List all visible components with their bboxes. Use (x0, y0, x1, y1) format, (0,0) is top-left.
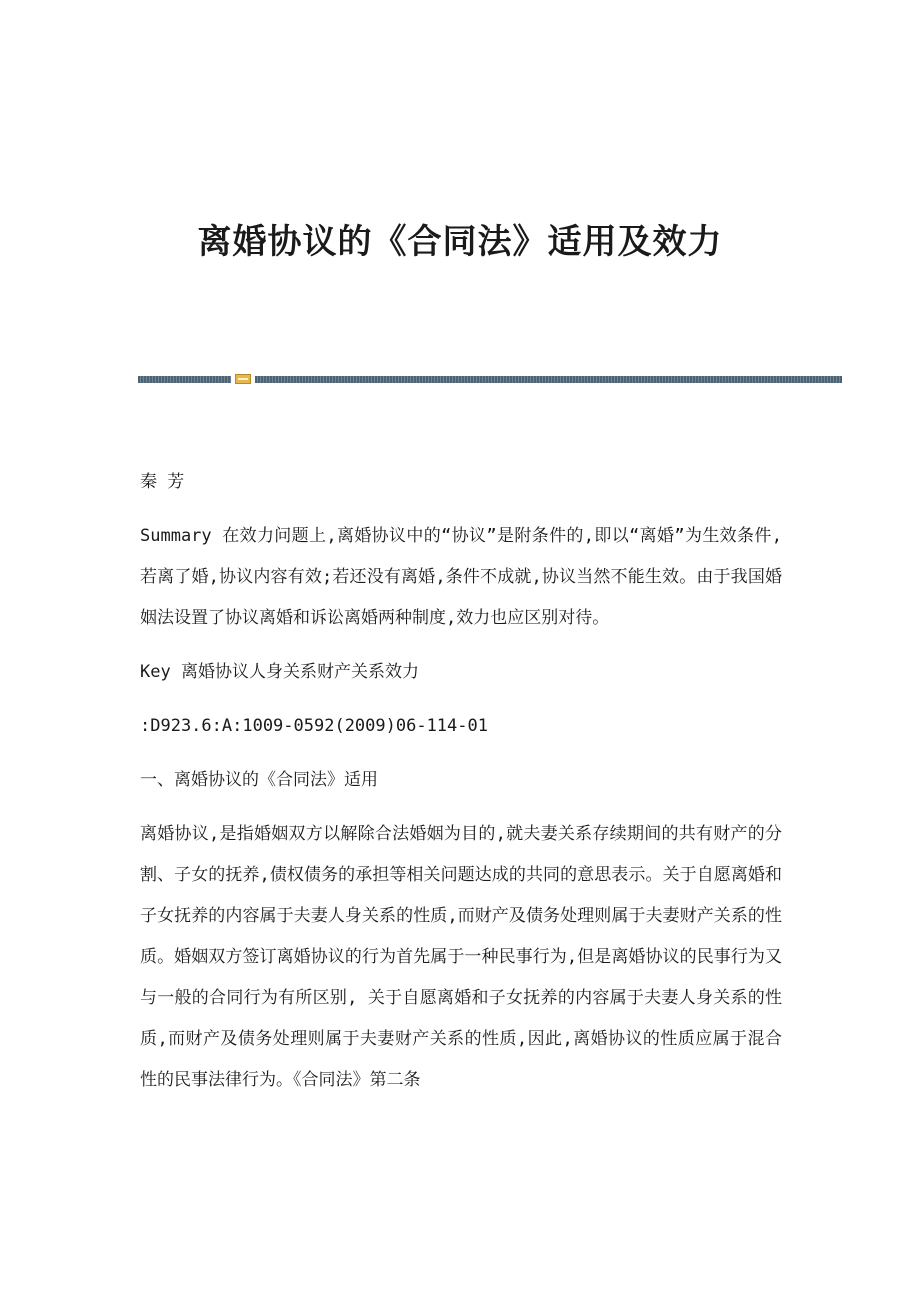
document-body (140, 462, 782, 1114)
document-title: 离婚协议的《合同法》适用及效力 (197, 222, 723, 262)
classification-line: :D923.6:A:1009-0592(2009)06-114-01 (140, 716, 488, 736)
keywords-line: Key 离婚协议人身关系财产关系效力 (140, 662, 419, 682)
body-paragraph: 离婚协议,是指婚姻双方以解除合法婚姻为目的,就夫妻关系存续期间的共有财产的分割、子女的抚养,债权债务的承担等相关问题达成的共同的意思表示。关于自愿离婚和子女抚养的内容属于夫妻人身关系的性质,而财产及债务处理则属于夫妻财产关系的性质。婚姻双方签订离婚协议的行为首先属于一种民事行为,但是离婚协议的民事行为又与一般的合同行为有所区别, 关于自愿离婚和子女抚养的内容属于夫妻人身关系的性质,而财产及债务处理则属于夫妻财产关系的性质,因此,离婚协议的性质应属于混合性的民事法律行为。《合同法》第二条 (140, 824, 782, 1090)
section-heading: 一、离婚协议的《合同法》适用 (140, 770, 378, 790)
divider-bar-right (255, 376, 842, 383)
author-name: 秦 芳 (140, 472, 185, 492)
divider-bar-left (138, 376, 231, 383)
title-divider (138, 374, 842, 384)
summary-paragraph: Summary 在效力问题上,离婚协议中的“协议”是附条件的,即以“离婚”为生效条件,若离了婚,协议内容有效;若还没有离婚,条件不成就,协议当然不能生效。由于我国婚姻法设置了协议离婚和诉讼离婚两种制度,效力也应区别对待。 (140, 526, 782, 628)
divider-ornament-icon (235, 374, 251, 384)
